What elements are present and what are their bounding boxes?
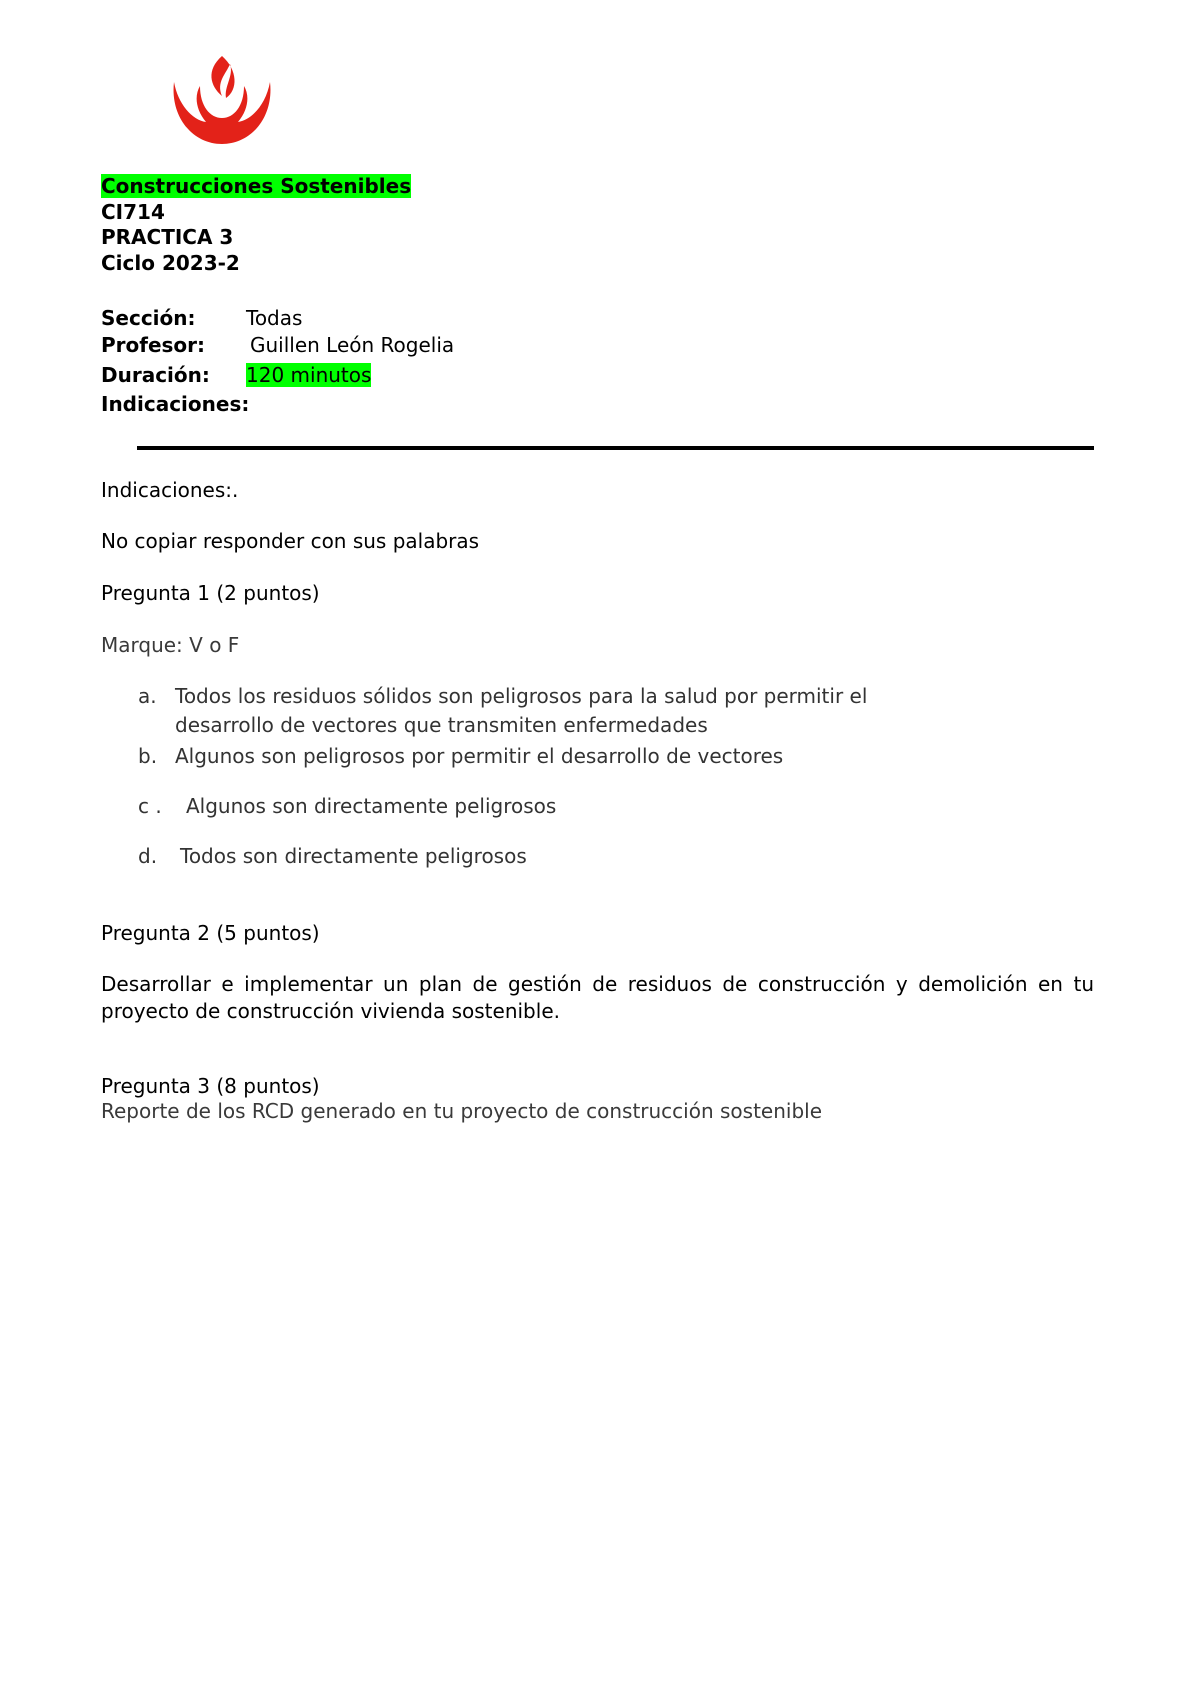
divider: [137, 446, 1094, 450]
instructions-label: Indicaciones:: [101, 392, 250, 416]
instructions-text: No copiar responder con sus palabras: [101, 529, 480, 553]
question-1-title: Pregunta 1 (2 puntos): [101, 581, 320, 605]
section-row: [101, 305, 302, 331]
course-code: CI714: [101, 200, 165, 224]
professor-value: Guillen León Rogelia: [250, 333, 455, 357]
section-value: Todas: [246, 306, 303, 330]
course-name: Construcciones Sostenibles: [101, 174, 412, 198]
instructions-heading: Indicaciones:.: [101, 478, 239, 502]
question-3-text: Reporte de los RCD generado en tu proyecto de construcción sostenible: [101, 1099, 823, 1123]
professor-row: [101, 332, 454, 358]
question-2-text: Desarrollar e implementar un plan de gestión de residuos de construcción y demolición en tu proyecto de construcción vivienda sostenible.: [101, 972, 1094, 1023]
university-logo-icon: [168, 52, 276, 148]
question-3-title: Pregunta 3 (8 puntos): [101, 1074, 320, 1098]
duration-value: 120 minutos: [246, 363, 372, 387]
duration-label: Duración:: [101, 363, 210, 387]
cycle: Ciclo 2023-2: [101, 251, 240, 275]
question-1-prompt: Marque: V o F: [101, 633, 240, 657]
section-label: Sección:: [101, 306, 196, 330]
exam-page: Construcciones Sostenibles CI714 PRACTICA 3 Ciclo 2023-2 Sección: Todas Profesor: Guillen León Rogelia Duración: 120 minutos Indicaciones: Indicaciones:. No copiar responder con sus palabras Pregunta 1 (2 puntos) Marque: V o F a. Todos los residuos sólidos son peligrosos para la salud por permitir el desarrollo de vectores que transmiten enfermedades b. Algunos son peligrosos por permitir el desarrollo de vectores c . Algunos son directamente peligrosos d. Todos son directamente peligrosos Pregunta 2 (5 puntos) Desarrollar e implementar un plan de gestión de residuos de construcción y demolición en tu proyecto de construcción vivienda sostenible. Pregunta 3 (8 puntos) Reporte de los RCD generado en tu proyecto de construcción sostenible: [0, 0, 1200, 1698]
professor-label: Profesor:: [101, 333, 206, 357]
duration-row: [101, 362, 371, 388]
practice-title: PRACTICA 3: [101, 225, 234, 249]
question-2-title: Pregunta 2 (5 puntos): [101, 921, 320, 945]
